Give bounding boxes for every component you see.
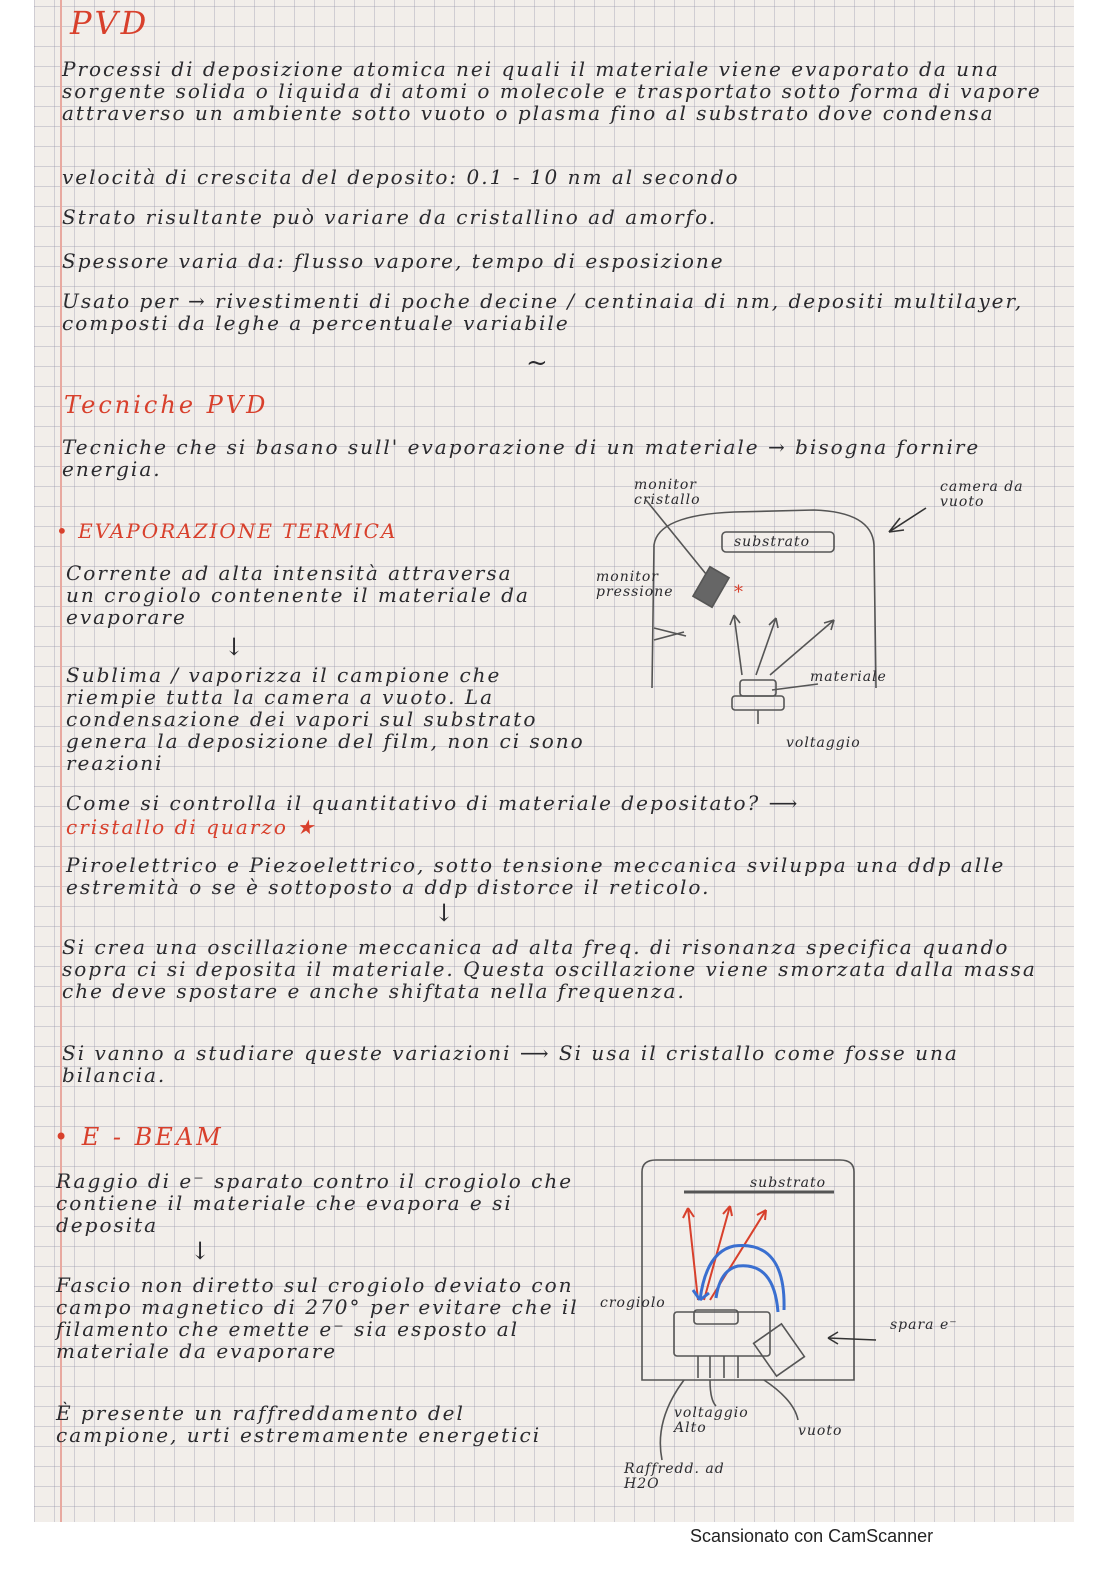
velocity-line: velocità di crescita del deposito: 0.1 - 10 nm al secondo	[62, 165, 740, 189]
label-substrato: substrato	[734, 534, 811, 550]
monitor-arm	[646, 500, 706, 574]
label-ebeam-substrato: substrato	[750, 1175, 827, 1191]
red-star-marker: *	[734, 582, 743, 603]
crucible	[740, 680, 776, 696]
separator-tilde: ~	[526, 348, 550, 378]
cristallo-quarzo-line: cristallo di quarzo ★	[66, 815, 317, 839]
section-e-beam: • E - BEAM	[54, 1123, 224, 1151]
bilancia-paragraph: Si vanno a studiare queste variazioni ⟶ Si usa il cristallo come fosse una bilancia.	[62, 1041, 959, 1087]
label-voltaggio-alto: voltaggio Alto	[674, 1405, 749, 1436]
crystal-monitor	[693, 567, 729, 607]
ebeam-crucible	[674, 1312, 770, 1356]
label-raffreddamento: Raffredd. ad H2O	[624, 1461, 725, 1492]
termica-paragraph-2: Sublima / vaporizza il campione che riempie tutta la camera a vuoto. La condensazione dei vapori sul substrato genera la deposizione del film, non ci sono reazioni	[66, 663, 585, 775]
vapor-arrow	[756, 618, 776, 675]
notebook-page	[34, 0, 1074, 1522]
label-monitor-cristallo: monitor cristallo	[634, 477, 701, 508]
vapor-arrow	[734, 615, 742, 675]
spessore-line: Spessore varia da: flusso vapore, tempo di esposizione	[62, 249, 725, 273]
label-materiale: materiale	[810, 669, 887, 685]
termica-paragraph-1: Corrente ad alta intensità attraversa un crogiolo contenente il materiale da evaporare	[66, 561, 530, 629]
electron-gun	[754, 1324, 805, 1376]
strato-line: Strato risultante può variare da cristallino ad amorfo.	[62, 205, 718, 229]
ebeam-vapor-arrows	[683, 1206, 766, 1300]
vapor-arrow	[770, 620, 834, 675]
usato-paragraph: Usato per → rivestimenti di poche decine / centinaia di nm, depositi multilayer, composti da leghe a percentuale variabile	[62, 289, 1024, 335]
section-evaporazione-termica: • EVAPORAZIONE TERMICA	[56, 519, 398, 543]
label-vuoto: vuoto	[798, 1423, 843, 1439]
intro-paragraph: Processi di deposizione atomica nei quali il materiale viene evaporato da una sorgente solida o liquida di atomi o molecole e trasportato sotto forma di vapore attraverso un ambiente sotto vuoto o plasma fino al substrato dove condensa	[62, 57, 1042, 125]
label-camera-vuoto: camera da vuoto	[940, 479, 1024, 510]
ebeam-paragraph-3: È presente un raffreddamento del campione, urti estremamente energetici	[56, 1401, 542, 1447]
tecniche-paragraph: Tecniche che si basano sull' evaporazione di un materiale → bisogna fornire energia.	[62, 435, 981, 481]
label-monitor-pressione: monitor pressione	[596, 569, 674, 600]
crucible-base	[732, 696, 784, 710]
page-title: PVD	[70, 4, 150, 42]
label-crogiolo: crogiolo	[600, 1295, 666, 1311]
spara-arrow	[828, 1338, 876, 1340]
piezo-paragraph: Piroelettrico e Piezoelettrico, sotto tensione meccanica sviluppa una ddp alle estremità o se è sottoposto a ddp distorce il reticolo.	[66, 853, 1006, 899]
ebeam-paragraph-2: Fascio non diretto sul crogiolo deviato con campo magnetico di 270° per evitare che il filamento che emette e⁻ sia esposto al materiale da evaporare	[56, 1273, 579, 1363]
ebeam-paragraph-1: Raggio di e⁻ sparato contro il crogiolo che contiene il materiale che evapora e si deposita	[56, 1169, 574, 1237]
label-voltaggio: voltaggio	[786, 735, 861, 751]
oscillazione-paragraph: Si crea una oscillazione meccanica ad alta freq. di risonanza specifica quando sopra ci si deposita il materiale. Questa oscillazione viene smorzata dalla massa che deve spostare e anche shiftata nella frequenza.	[62, 935, 1037, 1003]
arrow-down-3: ↓	[190, 1237, 213, 1265]
label-spara-elettroni: spara e⁻	[890, 1317, 958, 1333]
vuoto-pointer	[764, 1380, 798, 1420]
arrow-down-1: ↓	[224, 633, 247, 661]
camscanner-footer: Scansionato con CamScanner	[690, 1526, 934, 1546]
arrow-down-2: ↓	[434, 899, 457, 927]
controllo-line: Come si controlla il quantitativo di materiale depositato? ⟶	[66, 791, 800, 815]
pressure-monitor-tick	[654, 628, 686, 640]
heading-tecniche: Tecniche PVD	[64, 391, 269, 419]
